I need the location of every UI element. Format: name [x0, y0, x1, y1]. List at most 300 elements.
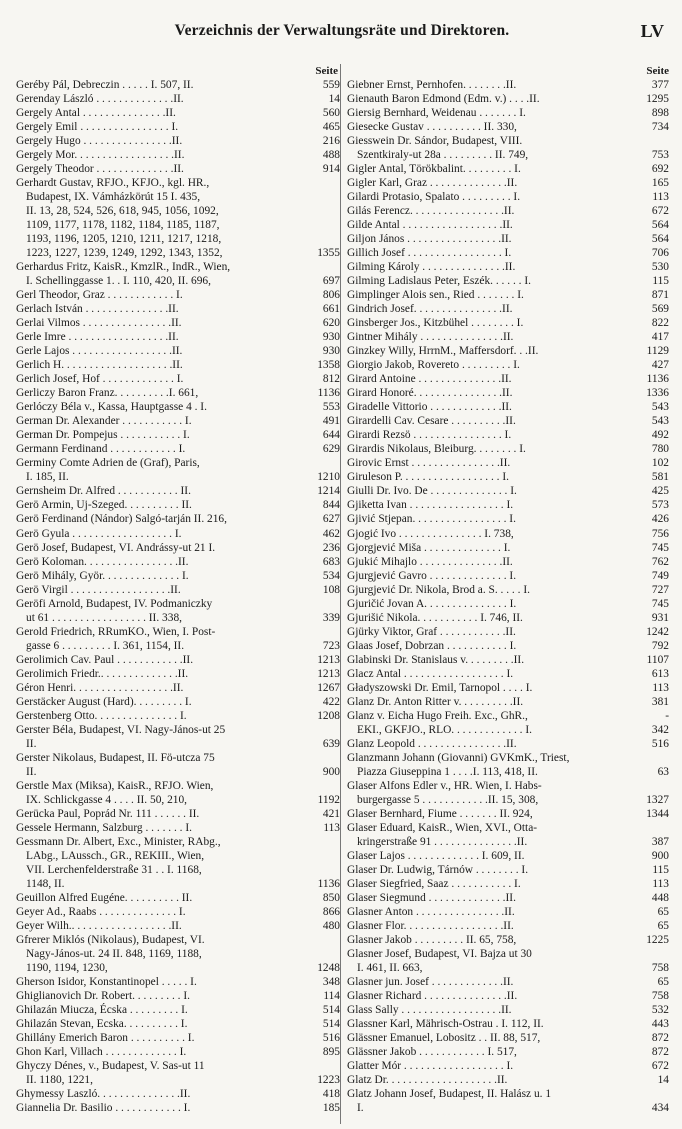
entry-page: 898 [651, 107, 669, 120]
index-entry [14, 527, 340, 541]
index-entry [14, 456, 340, 470]
entry-text: Gjuričić Jovan A. . . . . . . . . . . . . . . I. [347, 597, 517, 610]
entry-text: Glassner Karl, Mährisch-Ostrau . I. 112, II. [347, 1018, 544, 1031]
entry-text: Szentkiraly-ut 28a . . . . . . . . . II. 749, [357, 149, 529, 162]
entry-text: Gindrich Josef. . . . . . . . . . . . . . . .II. [347, 303, 513, 316]
entry-text: Germiny Comte Adrien de (Graf), Paris, [16, 457, 200, 470]
entry-text: Ghilazán Miucza, Écska . . . . . . . . . I. [16, 1004, 188, 1017]
entry-page: 727 [651, 583, 669, 596]
entry-text: Gergely Emil . . . . . . . . . . . . . . . . I. [16, 121, 179, 134]
index-entry [345, 723, 669, 737]
entry-page: 581 [651, 471, 669, 484]
entry-text: Ginzkey Willy, HrrnM., Maffersdorf. . .II. [347, 345, 539, 358]
entry-page: 108 [322, 583, 340, 596]
entry-page: 65 [657, 905, 669, 918]
entry-page: 1355 [317, 247, 340, 260]
entry-page: 532 [651, 1004, 669, 1017]
entry-text: Gerster Nikolaus, Budapest, II. Fö-utcza 75 [16, 751, 215, 764]
entry-page: 930 [322, 331, 340, 344]
entry-text: Geréby Pál, Debreczin . . . . . I. 507, II. [16, 79, 194, 91]
entry-text: Gilming Ladislaus Peter, Eszék. . . . . . I. [347, 275, 531, 288]
index-entry [14, 639, 340, 653]
entry-text: Glässner Emanuel, Lobositz . . II. 88, 517, [347, 1032, 541, 1045]
entry-text: ut 61 . . . . . . . . . . . . . . . . . II. 338, [26, 611, 182, 624]
entry-page: 756 [651, 527, 669, 540]
entry-text: Gerö Koloman. . . . . . . . . . . . . . . . .II. [16, 555, 189, 568]
index-entry [345, 400, 669, 414]
entry-page: 63 [657, 765, 669, 778]
entry-page: 1129 [646, 345, 669, 358]
entry-page: 734 [651, 121, 669, 134]
index-entry [345, 849, 669, 863]
entry-page: 1136 [317, 387, 340, 400]
entry-text: German Dr. Alexander . . . . . . . . . . . I. [16, 415, 192, 428]
entry-page: 872 [651, 1046, 669, 1059]
index-entry [345, 1017, 669, 1031]
index-entry [345, 625, 669, 639]
entry-text: Glässner Jakob . . . . . . . . . . . . I. 517, [347, 1046, 517, 1059]
index-entry [14, 106, 340, 120]
entry-text: Glaser Siegmund . . . . . . . . . . . . . .II. [347, 891, 516, 904]
index-entry [14, 877, 340, 891]
entry-page: 342 [651, 723, 669, 736]
entry-text: German Dr. Pompejus . . . . . . . . . . . I. [16, 429, 190, 442]
index-entry [14, 484, 340, 498]
entry-text: Gerö Armin, Uj-Szeged. . . . . . . . . . II. [16, 499, 192, 512]
page-title: Verzeichnis der Verwaltungsräte und Direktoren. [174, 22, 510, 39]
entry-page: 530 [651, 261, 669, 274]
entry-page: 692 [651, 163, 669, 176]
index-entry [345, 512, 669, 526]
entry-text: Géron Henri. . . . . . . . . . . . . . . . . .II. [16, 681, 184, 694]
entry-text: Gerö Virgil . . . . . . . . . . . . . . . . . .II. [16, 583, 181, 596]
entry-page: 516 [651, 737, 669, 750]
entry-text: Gerö Ferdinand (Nándor) Salgó-tarján II. 216, [16, 513, 227, 526]
entry-text: 1148, II. [26, 877, 65, 890]
entry-text: Piazza Giuseppina 1 . . . .I. 113, 418, II. [357, 765, 538, 778]
index-entry [345, 1087, 669, 1101]
entry-text: Gimplinger Alois sen., Ried . . . . . . . I. [347, 289, 524, 302]
index-entry [345, 597, 669, 611]
entry-page: 672 [651, 1060, 669, 1073]
entry-page: 185 [322, 1102, 340, 1115]
index-entry [14, 695, 340, 709]
index-entry [345, 274, 669, 288]
entry-text: Gerold Friedrich, RRumKO., Wien, I. Post- [16, 625, 216, 638]
entry-text: Geyer Wilh.. . . . . . . . . . . . . . . . . .II. [16, 919, 182, 932]
entry-page: 644 [322, 429, 340, 442]
index-entry [14, 1059, 340, 1073]
index-entry [345, 1073, 669, 1087]
entry-text: Gerolimich Cav. Paul . . . . . . . . . . . .II. [16, 653, 194, 666]
index-entry [345, 134, 669, 148]
entry-text: Girardelli Cav. Cesare . . . . . . . . . .II. [347, 415, 516, 428]
index-entry [14, 274, 340, 288]
entry-page: 1223 [317, 1074, 340, 1087]
entry-page: 1242 [646, 625, 669, 638]
entry-page: 758 [651, 990, 669, 1003]
entry-text: Geuillon Alfred Eugéne. . . . . . . . . . II. [16, 891, 193, 904]
index-entry [345, 162, 669, 176]
entry-page: 425 [651, 485, 669, 498]
entry-text: Gerücka Paul, Poprád Nr. 111 . . . . . . II. [16, 807, 200, 820]
entry-page: 113 [323, 821, 340, 834]
index-entry [345, 414, 669, 428]
entry-page: 1225 [646, 933, 669, 946]
entry-text: Gillich Josef . . . . . . . . . . . . . . . . . I. [347, 247, 512, 260]
entry-page: 516 [322, 1032, 340, 1045]
entry-text: Glanz v. Eicha Hugo Freih. Exc., GhR., [347, 709, 528, 722]
entry-text: Geyer Ad., Raabs . . . . . . . . . . . . . . I. [16, 905, 186, 918]
entry-text: Glanzmann Johann (Giovanni) GVKmK., Triest, [347, 751, 570, 764]
entry-text: Gilming Károly . . . . . . . . . . . . . . .II. [347, 261, 516, 274]
entry-page: 1267 [317, 681, 340, 694]
entry-text: Gerhardt Gustav, RFJO., KFJO., kgl. HR., [16, 177, 210, 190]
entry-page: 559 [322, 79, 340, 91]
index-entry [14, 807, 340, 821]
entry-text: Gerö Josef, Budapest, VI. Andrássy-ut 21 I. [16, 541, 216, 554]
index-entry [345, 218, 669, 232]
index-entry [14, 1087, 340, 1101]
entry-page: 417 [651, 331, 669, 344]
index-entry [14, 975, 340, 989]
entry-page: 491 [322, 415, 340, 428]
index-entry [14, 723, 340, 737]
index-entry [14, 414, 340, 428]
entry-page: 434 [651, 1102, 669, 1115]
entry-page: 745 [651, 597, 669, 610]
entry-text: Germann Ferdinand . . . . . . . . . . . . I. [16, 443, 186, 456]
entry-text: Gjiketta Ivan . . . . . . . . . . . . . . . . . I. [347, 499, 514, 512]
index-entry [345, 260, 669, 274]
entry-page: 387 [651, 835, 669, 848]
entry-page: 723 [322, 639, 340, 652]
index-entry [345, 765, 669, 779]
entry-text: Gjukić Mihajlo . . . . . . . . . . . . . . .II. [347, 555, 513, 568]
document-page [14, 0, 670, 1129]
index-entry [14, 344, 340, 358]
entry-text: Gjurgjević Gavro . . . . . . . . . . . . . . I. [347, 569, 517, 582]
index-entry [14, 583, 340, 597]
entry-page: 1192 [317, 793, 340, 806]
entry-page: 900 [322, 765, 340, 778]
entry-page: 629 [322, 443, 340, 456]
index-entry [345, 358, 669, 372]
entry-page: 1136 [646, 373, 669, 386]
entry-text: II. 1180, 1221, [26, 1074, 93, 1087]
entry-text: Gerlóczy Béla v., Kassa, Hauptgasse 4 . I. [16, 401, 207, 414]
index-entry [345, 246, 669, 260]
index-entry [14, 555, 340, 569]
entry-page: 564 [651, 233, 669, 246]
entry-text: Gerstenberg Otto. . . . . . . . . . . . . . . I. [16, 709, 187, 722]
entry-text: Gigler Antal, Törökbalint. . . . . . . . . I. [347, 163, 521, 176]
index-entry [14, 765, 340, 779]
entry-text: Ghillány Emerich Baron . . . . . . . . . . I. [16, 1032, 195, 1045]
index-entry [14, 849, 340, 863]
entry-page: 426 [651, 513, 669, 526]
entry-page: 745 [651, 541, 669, 554]
entry-page: 165 [651, 177, 669, 190]
entry-page: 113 [652, 681, 669, 694]
entry-text: Gjurgjević Dr. Nikola, Brod a. S. . . . . I. [347, 583, 530, 596]
entry-page: 639 [322, 737, 340, 750]
index-entry [345, 709, 669, 723]
index-entry [345, 176, 669, 190]
entry-text: Giesecke Gustav . . . . . . . . . . II. 330, [347, 121, 517, 134]
entry-text: Gintner Mihály . . . . . . . . . . . . . . .II. [347, 331, 514, 344]
index-entry [14, 358, 340, 372]
index-entry [345, 681, 669, 695]
index-entry [14, 372, 340, 386]
entry-page: 672 [651, 205, 669, 218]
entry-page: 381 [651, 695, 669, 708]
index-entry [14, 400, 340, 414]
entry-text: Glaser Eduard, KaisR., Wien, XVI., Otta- [347, 821, 538, 834]
entry-text: Gerliczy Baron Franz. . . . . . . . . .I. 661, [16, 387, 199, 400]
entry-text: Gergely Theodor . . . . . . . . . . . . . .II. [16, 163, 184, 176]
entry-text: Gilardi Protasio, Spalato . . . . . . . . . I. [347, 191, 521, 204]
entry-page: 871 [651, 289, 669, 302]
entry-text: Geröfi Arnold, Budapest, IV. Podmaniczky [16, 597, 213, 610]
entry-text: Gerenday László . . . . . . . . . . . . . .II. [16, 93, 184, 106]
index-entry [14, 442, 340, 456]
entry-text: Ghymessy Laszló. . . . . . . . . . . . . . .II. [16, 1088, 191, 1101]
entry-page: 844 [322, 499, 340, 512]
entry-text: Girard Antoine . . . . . . . . . . . . . . .II. [347, 373, 512, 386]
entry-text: Ghiglianovich Dr. Robert. . . . . . . . . I. [16, 990, 191, 1003]
index-entry [14, 891, 340, 905]
entry-page: 661 [322, 303, 340, 316]
entry-text: Glaser Bernhard, Fiume . . . . . . . II. 924, [347, 807, 533, 820]
entry-page: 1214 [317, 485, 340, 498]
index-entry [345, 106, 669, 120]
entry-page: 806 [322, 289, 340, 302]
index-entry [345, 148, 669, 162]
entry-text: Gerhardus Fritz, KaisR., KmzlR., IndR., Wien, [16, 261, 231, 274]
index-entry [345, 933, 669, 947]
index-entry [14, 947, 340, 961]
index-entry [14, 498, 340, 512]
entry-page: 706 [651, 247, 669, 260]
entry-text: VII. Lerchenfelderstraße 31 . . I. 1168, [26, 863, 202, 876]
index-entry [14, 1045, 340, 1059]
index-entry [14, 653, 340, 667]
entry-text: Gessmann Dr. Albert, Exc., Minister, RAbg., [16, 835, 221, 848]
entry-text: Glasner jun. Josef . . . . . . . . . . . . .II. [347, 976, 514, 988]
index-entry [14, 78, 340, 92]
index-entry [14, 625, 340, 639]
entry-text: Gherson Isidor, Konstantinopel . . . . . I. [16, 976, 197, 988]
entry-text: Glanz Dr. Anton Ritter v. . . . . . . . . .II. [347, 695, 524, 708]
entry-page: - [665, 709, 669, 722]
entry-page: 1358 [317, 359, 340, 372]
index-entry [14, 120, 340, 134]
entry-text: II. [26, 765, 37, 778]
entry-page: 620 [322, 317, 340, 330]
entry-page: 822 [651, 317, 669, 330]
entry-text: Giorgio Jakob, Rovereto . . . . . . . . . I. [347, 359, 520, 372]
entry-text: Girard Honoré. . . . . . . . . . . . . . . .II. [347, 387, 513, 400]
index-entry [345, 1003, 669, 1017]
index-entry [345, 737, 669, 751]
entry-text: I. [357, 1102, 364, 1115]
entry-page: 573 [651, 499, 669, 512]
entry-page: 697 [322, 275, 340, 288]
index-columns [14, 64, 670, 1124]
index-entry [14, 288, 340, 302]
index-entry [14, 428, 340, 442]
entry-text: Giljon János . . . . . . . . . . . . . . . . .II. [347, 233, 512, 246]
index-entry [14, 134, 340, 148]
entry-text: Glasner Josef, Budapest, VI. Bajza ut 30 [347, 947, 532, 960]
index-entry [14, 1101, 340, 1115]
entry-text: 1190, 1194, 1230, [26, 961, 108, 974]
index-entry [345, 442, 669, 456]
entry-page: 1336 [646, 387, 669, 400]
entry-text: 1109, 1177, 1178, 1182, 1184, 1185, 1187, [26, 219, 220, 232]
index-entry [345, 569, 669, 583]
index-entry [345, 92, 669, 106]
entry-text: Gfrerer Miklós (Nikolaus), Budapest, VI. [16, 933, 205, 946]
index-entry [345, 611, 669, 625]
entry-page: 812 [322, 373, 340, 386]
entry-text: I. 461, II. 663, [357, 961, 423, 974]
index-entry [345, 807, 669, 821]
entry-page: 465 [322, 121, 340, 134]
entry-page: 866 [322, 905, 340, 918]
entry-text: Glaas Josef, Dobrzan . . . . . . . . . . . I. [347, 639, 517, 652]
entry-page: 462 [322, 527, 340, 540]
index-entry [14, 512, 340, 526]
index-entry [345, 821, 669, 835]
entry-page: 480 [322, 919, 340, 932]
index-entry [345, 835, 669, 849]
entry-text: Giruleson P. . . . . . . . . . . . . . . . . . I. [347, 471, 509, 484]
index-entry [345, 583, 669, 597]
entry-text: Ginsberger Jos., Kitzbühel . . . . . . . . I. [347, 317, 524, 330]
entry-text: Gerlach István . . . . . . . . . . . . . . .II. [16, 303, 179, 316]
index-entry [14, 330, 340, 344]
seite-heading: Seite [315, 65, 338, 77]
index-entry [14, 597, 340, 611]
index-entry [14, 218, 340, 232]
entry-text: Gessele Hermann, Salzburg . . . . . . . I. [16, 821, 192, 834]
index-entry [345, 1059, 669, 1073]
entry-text: Gerö Mihály, Györ. . . . . . . . . . . . . . I. [16, 569, 189, 582]
entry-page: 1107 [646, 653, 669, 666]
page-header [14, 22, 670, 48]
entry-text: Gerster Béla, Budapest, VI. Nagy-János-ut 25 [16, 723, 226, 736]
index-entry [14, 246, 340, 260]
entry-page: 339 [322, 611, 340, 624]
entry-text: Gerlich Josef, Hof . . . . . . . . . . . . . I. [16, 373, 184, 386]
entry-text: Gilde Antal . . . . . . . . . . . . . . . . . .II. [347, 219, 513, 232]
index-entry [345, 344, 669, 358]
index-entry [14, 793, 340, 807]
index-entry [14, 260, 340, 274]
entry-page: 418 [322, 1088, 340, 1101]
entry-text: Gienauth Baron Edmond (Edm. v.) . . . .II. [347, 93, 540, 106]
entry-page: 1208 [317, 709, 340, 722]
entry-text: Glatz Johann Josef, Budapest, II. Halász u. 1 [347, 1088, 552, 1101]
entry-page: 421 [322, 807, 340, 820]
entry-text: Gerstäcker August (Hard). . . . . . . . . I. [16, 695, 192, 708]
index-entry [345, 120, 669, 134]
entry-page: 914 [322, 163, 340, 176]
index-entry [14, 148, 340, 162]
index-entry [345, 961, 669, 975]
entry-page: 348 [322, 976, 340, 988]
index-entry [345, 639, 669, 653]
index-entry [345, 316, 669, 330]
entry-text: Gerle Lajos . . . . . . . . . . . . . . . . . .II. [16, 345, 183, 358]
index-entry [345, 232, 669, 246]
index-entry [345, 456, 669, 470]
entry-text: Girardi Rezsö . . . . . . . . . . . . . . . . I. [347, 429, 512, 442]
index-entry [14, 681, 340, 695]
entry-page: 114 [323, 990, 340, 1003]
entry-text: Gerlai Vilmos . . . . . . . . . . . . . . . .II. [16, 317, 182, 330]
entry-text: Glaser Alfons Edler v., HR. Wien, I. Habs- [347, 779, 542, 792]
index-entry [345, 947, 669, 961]
entry-text: 1223, 1227, 1239, 1249, 1292, 1343, 1352, [26, 247, 223, 260]
entry-page: 1213 [317, 667, 340, 680]
entry-page: 115 [652, 863, 669, 876]
entry-page: 14 [657, 1074, 669, 1087]
entry-text: Gjogić Ivo . . . . . . . . . . . . . . . I. 738, [347, 527, 514, 540]
entry-text: Ghon Karl, Villach . . . . . . . . . . . . . I. [16, 1046, 187, 1059]
entry-page: 564 [651, 219, 669, 232]
entry-page: 895 [322, 1046, 340, 1059]
entry-text: Giesswein Dr. Sándor, Budapest, VIII. [347, 135, 523, 148]
entry-text: kringerstraße 91 . . . . . . . . . . . . . . .II. [357, 835, 528, 848]
entry-text: Gerolimich Friedr.. . . . . . . . . . . . . .II. [16, 667, 189, 680]
entry-page: 236 [322, 541, 340, 554]
entry-page: 492 [651, 429, 669, 442]
index-entry [345, 1101, 669, 1115]
entry-page: 113 [652, 877, 669, 890]
entry-page: 780 [651, 443, 669, 456]
entry-text: Glanz Leopold . . . . . . . . . . . . . . . .II. [347, 737, 517, 750]
entry-text: Ghilazán Stevan, Ecska. . . . . . . . . . I. [16, 1018, 188, 1031]
index-entry [14, 919, 340, 933]
entry-page: 1248 [317, 961, 340, 974]
entry-text: Glaser Siegfried, Saaz . . . . . . . . . . . I. [347, 877, 521, 890]
index-entry [345, 330, 669, 344]
entry-text: II. [26, 737, 37, 750]
index-entry [14, 751, 340, 765]
index-entry [345, 527, 669, 541]
entry-page: 113 [652, 191, 669, 204]
entry-text: Glasner Anton . . . . . . . . . . . . . . . .II. [347, 905, 515, 918]
entry-text: Gergely Mor. . . . . . . . . . . . . . . . . .II. [16, 149, 185, 162]
entry-page: 488 [322, 149, 340, 162]
entry-text: Gjürky Viktor, Graf . . . . . . . . . . . .II. [347, 625, 516, 638]
index-entry [14, 611, 340, 625]
index-entry [345, 975, 669, 989]
entry-text: I. Schellinggasse 1. . I. 110, 420, II. 696, [26, 275, 211, 288]
entry-page: 553 [322, 401, 340, 414]
entry-page: 543 [651, 415, 669, 428]
index-entry [14, 1073, 340, 1087]
index-entry [14, 821, 340, 835]
index-entry [14, 569, 340, 583]
index-entry [14, 302, 340, 316]
index-entry [345, 190, 669, 204]
entry-text: Nagy-János-ut. 24 II. 848, 1169, 1188, [26, 947, 202, 960]
entry-text: Glaser Dr. Ludwig, Tárnów . . . . . . . . I. [347, 863, 529, 876]
